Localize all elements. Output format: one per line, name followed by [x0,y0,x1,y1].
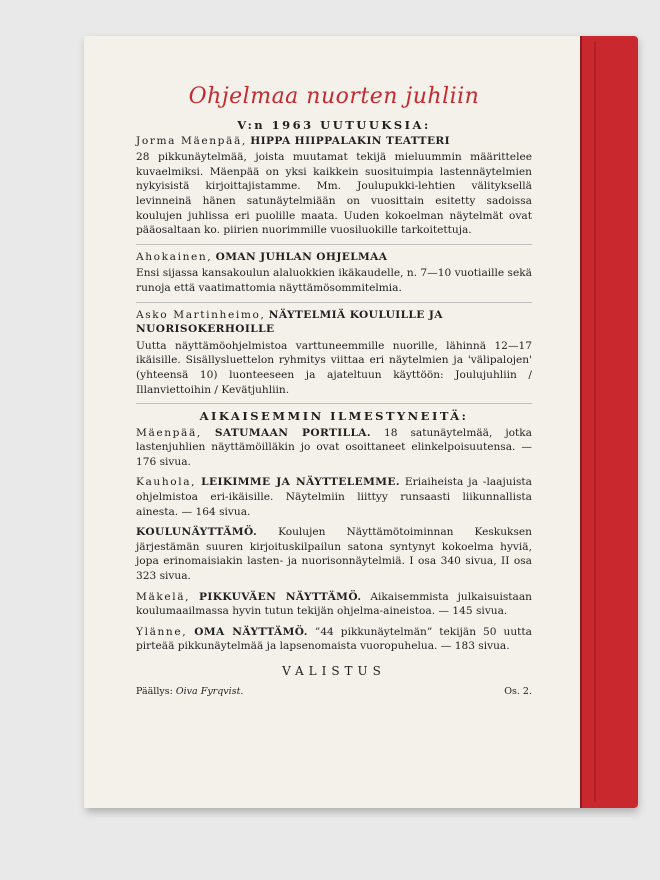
book-entry [136,134,532,238]
entry-author: Ylänne, [136,625,188,638]
entry-title: LEIKIMME JA NÄYTTELEMME. [201,476,400,489]
entry-author: Kauhola, [136,476,197,489]
divider [136,403,532,404]
book-back-cover [84,36,636,808]
book-entry [136,250,532,296]
entry-author: Jorma Mäenpää, [136,134,247,147]
product-code: Os. 2. [504,685,532,697]
entry-description: ”44 pikkunäytelmän” tekijän 50 uutta pirteää pikkunäytelmää ja lapsenomaista vuoropuhelua. — 183 sivua. [136,625,532,653]
entry-title: OMA NÄYTTÄMÖ. [194,625,308,638]
cover-credit-label: Päällys: [136,685,173,697]
entry-title: KOULUNÄYTTÄMÖ. [136,526,258,539]
book-entry [136,625,532,654]
cover-content [136,84,532,699]
entry-description: Uutta näyttämöohjelmistoa varttuneemmille nuorille, lähinnä 12—17 ikäisille. Sisällysluettelon ryhmitys viittaa eri näytelmien ja 'välipalojen' (yhteensä 10) luonteeseen ja ajateltuun käyttöön: Joulujuhliin / Illanviettoihin / Kevätjuhliin. [136,339,532,396]
new-titles-heading: V:n 1963 UUTUUKSIA: [237,118,431,132]
spine-edge-line [594,42,596,802]
entry-description: Koulujen Näyttämötoiminnan Keskuksen järjestämän suuren kirjoituskilpailun satona syntynyt kokoelma hyviä, jopa erinomaisiakin lasten- ja nuorisonnäytelmiä. I osa 340 sivua, II osa 323 sivua. [136,526,532,583]
entry-description: 18 satunäytelmää, jotka lastenjuhlien näyttämöilläkin jo ovat osoittaneet elinkelpoisuutensa. — 176 sivua. [136,426,532,468]
publisher-name: VALISTUS [282,664,386,678]
earlier-titles-heading: AIKAISEMMIN ILMESTYNEITÄ: [199,409,469,424]
entry-author: Asko Martinheimo, [136,308,266,321]
entry-title: PIKKUVÄEN NÄYTTÄMÖ. [199,590,362,603]
entry-description: Eriaiheista ja -laajuista ohjelmistoa eri-ikäisille. Näytelmiin liittyy runsaasti liikunnallista ainesta. — 164 sivua. [136,476,532,518]
entry-description: 28 pikkunäytelmää, joista muutamat tekijä mieluummin määrittelee kuvaelmiksi. Mäenpää on yksi kaikkein suosituimpia lastennäytelmien nykyisistä kirjoittajistamme. Mm. Joulupukki-lehtien välityksellä levinneinä hänen satunäytelmiään on vuosittain esitetty sadoissa koulujen juhlissa eri puolille maata. Uuden kokoelman näytelmät ovat pääosaltaan ko. piirien nuorimmille vuosiluokille tarkoitettuja. [136,151,532,237]
book-entry [136,475,532,519]
entry-author: Ahokainen, [136,250,213,263]
book-entry [136,525,532,583]
book-entry [136,590,532,619]
entry-title: NÄYTELMIÄ KOULUILLE JA NUORISOKERHOILLE [136,308,443,336]
cover-footer [136,685,532,699]
cover-paper [84,36,580,808]
red-spine [580,36,638,808]
entry-title: HIPPA HIIPPALAKIN TEATTERI [250,134,450,147]
divider [136,302,532,303]
entry-author: Mäenpää, [136,426,202,439]
entry-title: SATUMAAN PORTILLA. [214,426,372,439]
illustrator-name: Oiva Fyrqvist. [175,685,244,697]
divider [136,244,532,245]
entry-title: OMAN JUHLAN OHJELMAA [215,250,388,263]
book-entry [136,308,532,398]
page-title: Ohjelmaa nuorten juhliin [188,84,480,109]
entry-description: Aikaisemmista julkaisuistaan koulumaailmassa hyvin tutun tekijän ohjelma-aineistoa. — 145 sivua. [136,590,532,618]
entry-author: Mäkelä, [136,590,191,603]
entry-description: Ensi sijassa kansakoulun alaluokkien ikäkaudelle, n. 7—10 vuotiaille sekä runoja että vaatimattomia näyttämösommitelmia. [136,267,532,294]
book-entry [136,426,532,470]
